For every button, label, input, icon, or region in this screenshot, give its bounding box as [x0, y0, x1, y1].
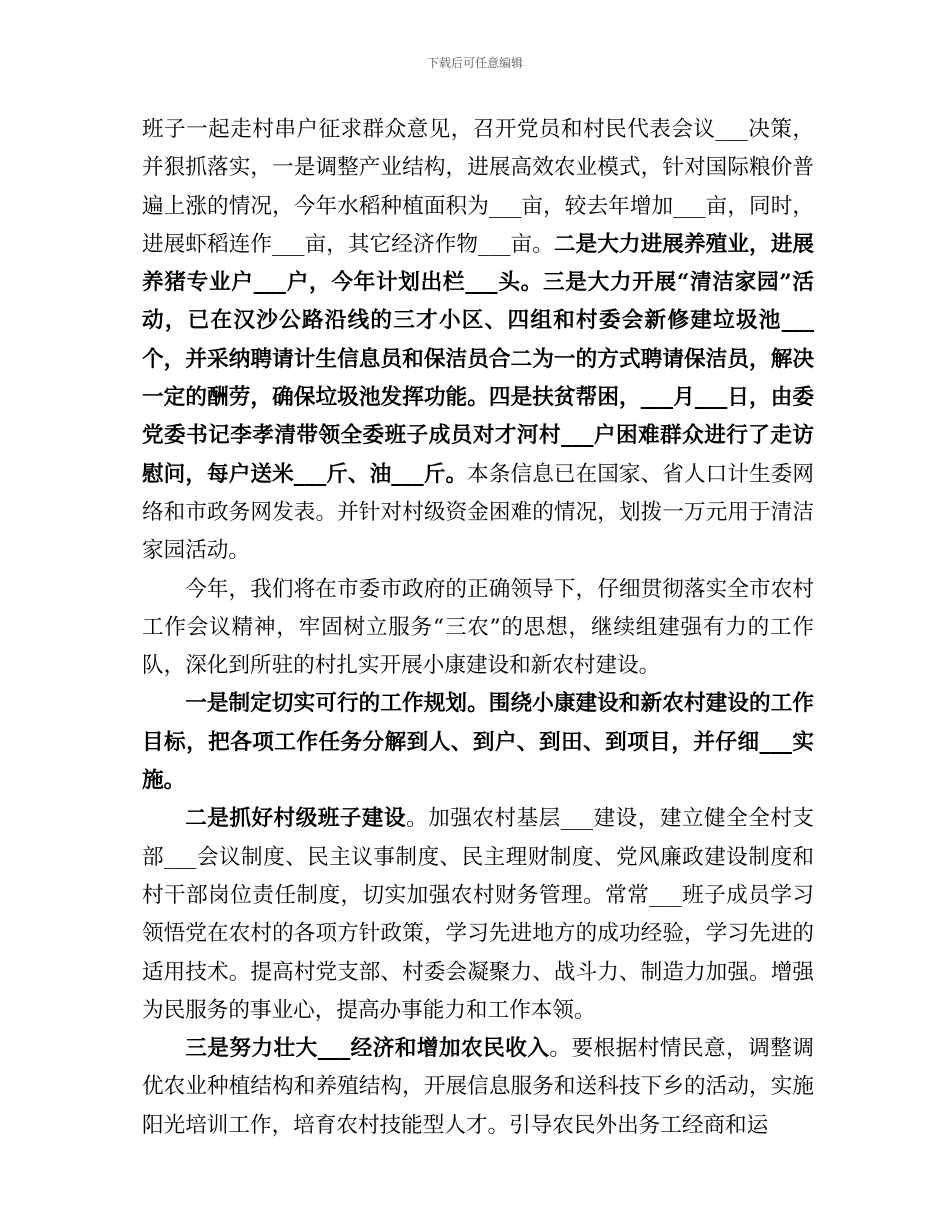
paragraph-4 [142, 800, 814, 1030]
paragraph-5 [142, 1030, 814, 1145]
paragraph-3 [142, 685, 814, 800]
paragraph-1-text: 班子一起走村串户征求群众意见，召开党员和村民代表会议___决策，并狠抓落实，一是调整产业结构，进展高效农业模式，针对国际粮价普遍上涨的情况，今年水稻种植面积为___亩，较去年增加___亩，同时，进展虾稻连作___亩，其它经济作物___亩。 [142, 117, 814, 257]
paragraph-1-tail-text: 本条信息已在国家、省人口计生委网络和市政务网发表。并针对村级资金困难的情况，划拨一万元用于清洁家园活动。 [142, 461, 814, 564]
page-header: 下载后可任意编辑 [426, 56, 523, 70]
paragraph-2-text: 今年，我们将在市委市政府的正确领导下，仔细贯彻落实全市农村工作会议精神，牢固树立服务“三农”的思想，继续组建强有力的工作队，深化到所驻的村扎实开展小康建设和新农村建设。 [142, 576, 814, 679]
paragraph-5-text: 。要根据村情民意，调整调优农业种植结构和养殖结构，开展信息服务和送科技下乡的活动，实施阳光培训工作，培育农村技能型人才。引导农民外出务工经商和运 [142, 1036, 814, 1138]
document-body [142, 111, 814, 1145]
paragraph-1-bold-text: 二是大力进展养殖业，进展养猪专业户___户，今年计划出栏___头。三是大力开展“清洁家园”活动，已在汉沙公路沿线的三才小区、四组和村委会新修建垃圾池___个，并采纳聘请计生信息员和保洁员合二为一的方式聘请保洁员，解决一定的酬劳，确保垃圾池发挥功能。四是扶贫帮困，___月___日，由委党委书记李孝清带领全委班子成员对才河村___户困难群众进行了走访慰问，每户送米___斤、油___斤。 [142, 231, 814, 487]
paragraph-2 [142, 571, 814, 686]
paragraph-4-heading: 二是抓好村级班子建设 [185, 806, 407, 832]
paragraph-5-heading: 三是努力壮大___经济和增加农民收入 [185, 1036, 550, 1062]
paragraph-1 [142, 111, 814, 571]
paragraph-3-bold-text: 一是制定切实可行的工作规划。围绕小康建设和新农村建设的工作目标，把各项工作任务分解到人、到户、到田、到项目，并仔细___实施。 [142, 691, 814, 794]
paragraph-4-text: 。加强农村基层___建设，建立健全全村支部___会议制度、民主议事制度、民主理财制度、党风廉政建设制度和村干部岗位责任制度，切实加强农村财务管理。常常___班子成员学习领悟党在农村的各项方针政策，学习先进地方的成功经验，学习先进的适用技术。提高村党支部、村委会凝聚力、战斗力、制造力加强。增强为民服务的事业心，提高办事能力和工作本领。 [142, 806, 814, 1023]
